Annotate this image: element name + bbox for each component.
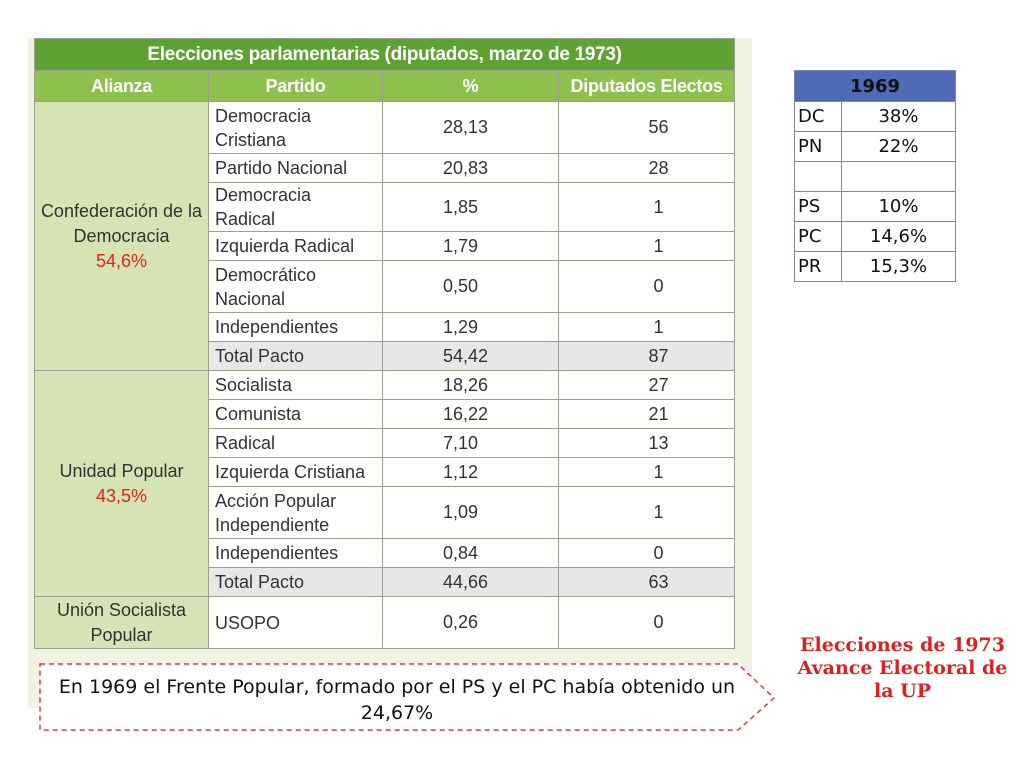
header-diputados: Diputados Electos [559, 71, 735, 102]
party-seats: 13 [559, 429, 735, 458]
party-percent: 0,50 [383, 261, 559, 313]
table-header-row [35, 71, 735, 102]
alliance-percent: 54,6% [95, 250, 148, 271]
party-percent: 28,13 [383, 102, 559, 154]
party-percent: 18,26 [383, 371, 559, 400]
party-seats: 63 [559, 568, 735, 597]
table-row [795, 132, 956, 162]
party-seats: 1 [559, 183, 735, 232]
party-percent: 1,09 [383, 487, 559, 539]
party-percent: 1,79 [383, 232, 559, 261]
party-seats: 56 [559, 102, 735, 154]
table-title-row [35, 39, 735, 71]
party-percent: 1,29 [383, 313, 559, 342]
party-name: Acción Popular Independiente [209, 487, 383, 539]
party-abbr [795, 162, 842, 192]
callout-box [38, 660, 778, 732]
table-1969-header-row [795, 71, 956, 102]
party-abbr: DC [795, 102, 842, 132]
party-name: Democrático Nacional [209, 261, 383, 313]
party-abbr: PR [795, 252, 842, 282]
party-percent: 1,85 [383, 183, 559, 232]
party-name: Radical [209, 429, 383, 458]
table-1969-header: 1969 [795, 71, 956, 102]
alliance-name: Unidad Popular [59, 460, 184, 481]
slide-caption: Elecciones de 1973 Avance Electoral de la UP [797, 634, 1008, 702]
party-seats: 28 [559, 154, 735, 183]
table-row [795, 222, 956, 252]
callout-text: En 1969 el Frente Popular, formado por el PS y el PC había obtenido un 24,67% [58, 676, 736, 724]
party-abbr: PS [795, 192, 842, 222]
alliance-name: Unión Socialista Popular [56, 599, 187, 645]
table-row [795, 192, 956, 222]
party-seats: 0 [559, 539, 735, 568]
party-percent: 1,12 [383, 458, 559, 487]
party-value: 15,3% [842, 252, 956, 282]
party-abbr: PC [795, 222, 842, 252]
party-seats: 87 [559, 342, 735, 371]
party-abbr: PN [795, 132, 842, 162]
party-name: Total Pacto [209, 568, 383, 597]
party-name: Socialista [209, 371, 383, 400]
party-percent: 54,42 [383, 342, 559, 371]
alliance-usopo [35, 597, 209, 649]
party-percent: 20,83 [383, 154, 559, 183]
elections-1973-table [34, 38, 735, 649]
table-title: Elecciones parlamentarias (diputados, marzo de 1973) [35, 39, 735, 71]
header-percent: % [383, 71, 559, 102]
party-value: 10% [842, 192, 956, 222]
table-row-empty [795, 162, 956, 192]
party-name: Partido Nacional [209, 154, 383, 183]
party-name: Izquierda Cristiana [209, 458, 383, 487]
party-seats: 1 [559, 232, 735, 261]
alliance-unidad-popular [35, 371, 209, 597]
party-seats: 27 [559, 371, 735, 400]
party-percent: 44,66 [383, 568, 559, 597]
party-seats: 21 [559, 400, 735, 429]
party-seats: 1 [559, 458, 735, 487]
table-row [795, 102, 956, 132]
party-seats: 0 [559, 261, 735, 313]
party-percent: 0,84 [383, 539, 559, 568]
alliance-name: Confederación de la Democracia [40, 200, 203, 246]
table-row [795, 252, 956, 282]
party-name: Total Pacto [209, 342, 383, 371]
alliance-percent: 43,5% [95, 485, 148, 506]
alliance-confederacion [35, 102, 209, 371]
party-seats: 0 [559, 597, 735, 649]
party-seats: 1 [559, 313, 735, 342]
party-seats: 1 [559, 487, 735, 539]
table-row [35, 102, 735, 154]
party-percent: 7,10 [383, 429, 559, 458]
results-1969-table [794, 70, 956, 282]
party-percent: 16,22 [383, 400, 559, 429]
party-name: Izquierda Radical [209, 232, 383, 261]
party-name: Democracia Cristiana [209, 102, 383, 154]
table-row [35, 371, 735, 400]
party-name: Democracia Radical [209, 183, 383, 232]
party-value: 14,6% [842, 222, 956, 252]
header-alianza: Alianza [35, 71, 209, 102]
party-value: 22% [842, 132, 956, 162]
party-name: Independientes [209, 539, 383, 568]
party-name: Independientes [209, 313, 383, 342]
header-partido: Partido [209, 71, 383, 102]
party-name: USOPO [209, 597, 383, 649]
party-name: Comunista [209, 400, 383, 429]
table-row [35, 597, 735, 649]
party-value [842, 162, 956, 192]
party-value: 38% [842, 102, 956, 132]
party-percent: 0,26 [383, 597, 559, 649]
